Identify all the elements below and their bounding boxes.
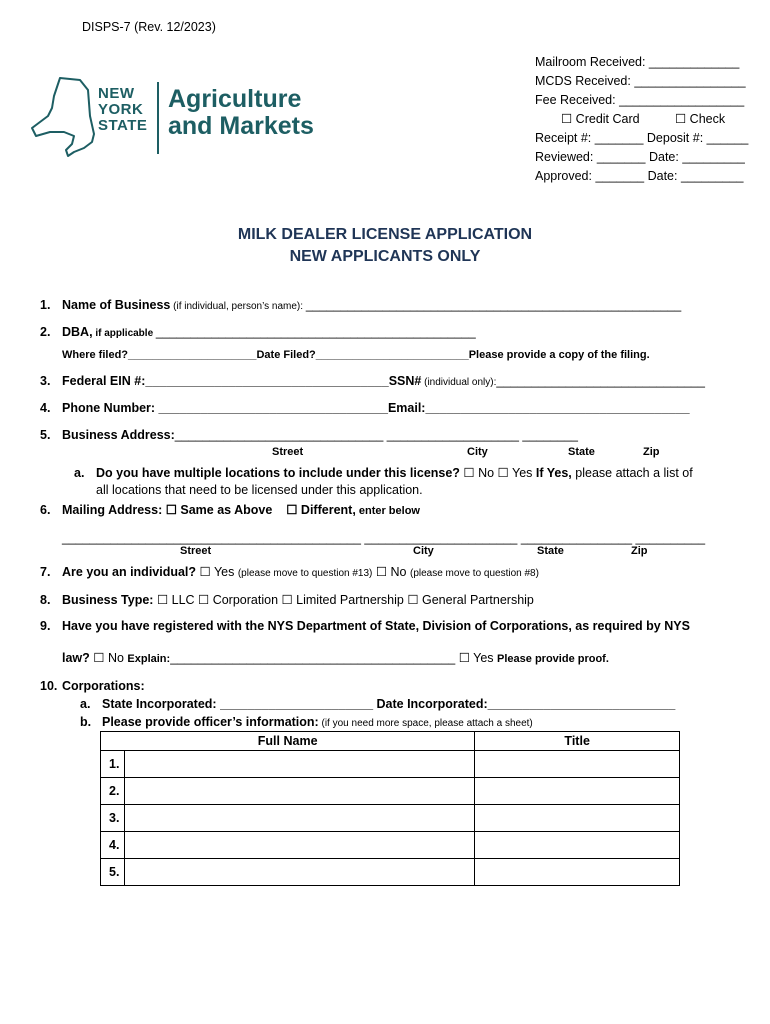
q9-answer-row[interactable] [62,650,609,665]
q9-registration [40,619,690,633]
logo-state-line: STATE [98,117,148,134]
mcds-received: MCDS Received: ________________ [535,74,746,88]
question-label: Name of Business [62,298,171,312]
phone-field[interactable]: Phone Number: _________________________________ [62,401,388,415]
state-label: State [537,545,564,557]
q2-dba[interactable] [40,325,476,339]
logo-agency-line: and Markets [168,112,314,140]
title-cell[interactable] [475,751,680,778]
q5-business-address[interactable] [40,428,578,442]
question-number: 7. [40,565,51,579]
logo-state-line: NEW [98,85,135,102]
question-label: Business Address: [62,428,175,442]
receipt-deposit: Receipt #: _______ Deposit #: ______ [535,131,749,145]
question-label: Do you have multiple locations to include under this license? [96,466,460,480]
city-label: City [467,446,488,458]
question-number: 10. [40,679,58,693]
question-number: 3. [40,374,51,388]
row-number: 4. [101,832,125,859]
logo-state-text [98,86,147,134]
question-number: 6. [40,503,51,517]
q1-business-name[interactable] [40,298,681,312]
approved-date: Approved: _______ Date: _________ [535,169,744,183]
title-cell[interactable] [475,832,680,859]
yes-no-checkboxes[interactable]: ☐ No ☐ Yes [459,466,536,480]
credit-card-checkbox[interactable]: ☐ Credit Card [561,112,640,126]
q5a-multiple-locations[interactable] [74,465,693,480]
question-letter: b. [80,715,92,729]
title-cell[interactable] [475,859,680,886]
city-label: City [413,545,434,557]
question-number: 1. [40,298,51,312]
explain-label: Explain: [127,653,171,665]
table-header-row [101,732,680,751]
zip-label: Zip [643,446,660,458]
form-title: MILK DEALER LICENSE APPLICATION [237,226,533,243]
answer-line[interactable]: ______________________________________________________ [305,298,682,312]
question-label: DBA, [62,325,93,339]
q10-corporations [40,679,145,693]
question-label: Are you an individual? [62,565,197,579]
street-label: Street [272,446,304,458]
full-name-cell[interactable] [124,751,474,778]
question-letter: a. [80,697,91,711]
full-name-cell[interactable] [124,859,474,886]
q10b-officers [80,715,533,729]
nys-agriculture-logo [30,76,330,158]
question-number: 8. [40,593,51,607]
same-as-above-checkbox[interactable]: Mailing Address: ☐ Same as Above [62,503,273,517]
q6-mailing-address[interactable] [40,502,420,517]
where-filed-field[interactable]: Where filed?_____________________ [62,349,257,361]
different-checkbox[interactable]: ☐ Different, [286,503,356,517]
row-number: 1. [101,751,125,778]
question-number: 2. [40,325,51,339]
table-row [101,751,680,778]
filing-note: Please provide a copy of the filing. [468,349,650,361]
question-label: Corporations: [62,679,145,693]
form-id: DISPS-7 (Rev. 12/2023) [82,20,216,34]
date-incorporated-field[interactable]: Date Incorporated:___________________________ [376,697,676,711]
state-label: State [568,446,595,458]
q8-business-type[interactable] [40,592,534,607]
answer-line[interactable]: ______________________________ ___________________ ________ [174,428,578,442]
date-filed-field[interactable]: Date Filed?_________________________ [256,349,469,361]
zip-label: Zip [631,545,648,557]
new-york-state-map-icon [30,76,96,158]
yes-checkbox[interactable]: ☐ Yes [455,651,498,665]
officers-table [100,731,680,886]
question-number: 5. [40,428,51,442]
street-label: Street [180,545,212,557]
answer-line[interactable]: ______________________________________________ [155,325,476,339]
q4-phone-email[interactable] [40,401,690,415]
question-letter: a. [74,466,85,480]
explain-line[interactable]: _________________________________________ [170,651,456,665]
row-number: 5. [101,859,125,886]
q3-ein-ssn[interactable] [40,374,705,388]
proof-note: Please provide proof. [497,653,609,665]
q6-address-labels [0,545,770,559]
reviewed-date: Reviewed: _______ Date: _________ [535,150,745,164]
question-label: Please provide officer’s information: [102,715,319,729]
full-name-cell[interactable] [124,805,474,832]
if-yes-label: If Yes, [535,466,572,480]
table-row [101,859,680,886]
logo-state-line: YORK [98,101,144,118]
question-hint: (if you need more space, please attach a sheet) [318,718,533,729]
q5a-line2: all locations that need to be licensed under this application. [96,483,423,497]
question-label: Business Type: [62,593,154,607]
email-field[interactable]: Email:______________________________________ [387,401,690,415]
q10a-incorporation[interactable] [80,697,675,711]
check-checkbox[interactable]: ☐ Check [675,112,726,126]
question-hint: if applicable [92,328,156,339]
question-hint: (if individual, person’s name): [170,301,306,312]
q7-individual[interactable] [40,564,539,579]
question-number: 4. [40,401,51,415]
title-cell[interactable] [475,778,680,805]
ssn-field[interactable]: ______________________________ [496,374,705,388]
q5-address-labels [0,446,770,460]
ein-field[interactable]: Federal EIN #:___________________________________ [62,374,389,388]
q6-address-line[interactable]: ___________________________________________ ______________________ ________________ __________ [62,531,706,545]
yes-checkbox[interactable]: ☐ Yes [196,565,238,579]
question-hint: enter below [355,505,420,517]
row-number: 3. [101,805,125,832]
logo-agency-text [168,86,314,140]
full-name-cell[interactable] [124,778,474,805]
no-checkbox[interactable]: ☐ No [89,651,128,665]
row-number: 2. [101,778,125,805]
question-hint: (please move to question #8) [409,568,539,579]
title-cell[interactable] [475,805,680,832]
table-row [101,805,680,832]
q2-filing-row[interactable] [62,349,650,361]
question-hint: (individual only): [421,377,497,388]
question-hint: (please move to question #13) [237,568,373,579]
business-type-checkboxes[interactable]: ☐ LLC ☐ Corporation ☐ Limited Partnership ☐ General Partnership [153,593,534,607]
logo-divider [157,82,159,154]
state-incorporated-field[interactable]: State Incorporated: ______________________ [102,697,374,711]
table-row [101,832,680,859]
ssn-label: SSN# [388,374,422,388]
question-hint: please attach a list of [571,466,693,480]
mailroom-received: Mailroom Received: _____________ [535,55,740,69]
question-label: law? [62,651,90,665]
full-name-header: Full Name [101,732,475,751]
logo-agency-line: Agriculture [168,85,302,113]
full-name-cell[interactable] [124,832,474,859]
no-checkbox[interactable]: ☐ No [372,565,410,579]
table-row [101,778,680,805]
form-subtitle: NEW APPLICANTS ONLY [289,248,481,265]
question-number: 9. [40,619,51,633]
office-use-block [535,53,748,186]
question-label: Have you have registered with the NYS Department of State, Division of Corporations, as required by NYS [62,619,690,633]
title-header: Title [475,732,680,751]
fee-received: Fee Received: __________________ [535,93,745,107]
